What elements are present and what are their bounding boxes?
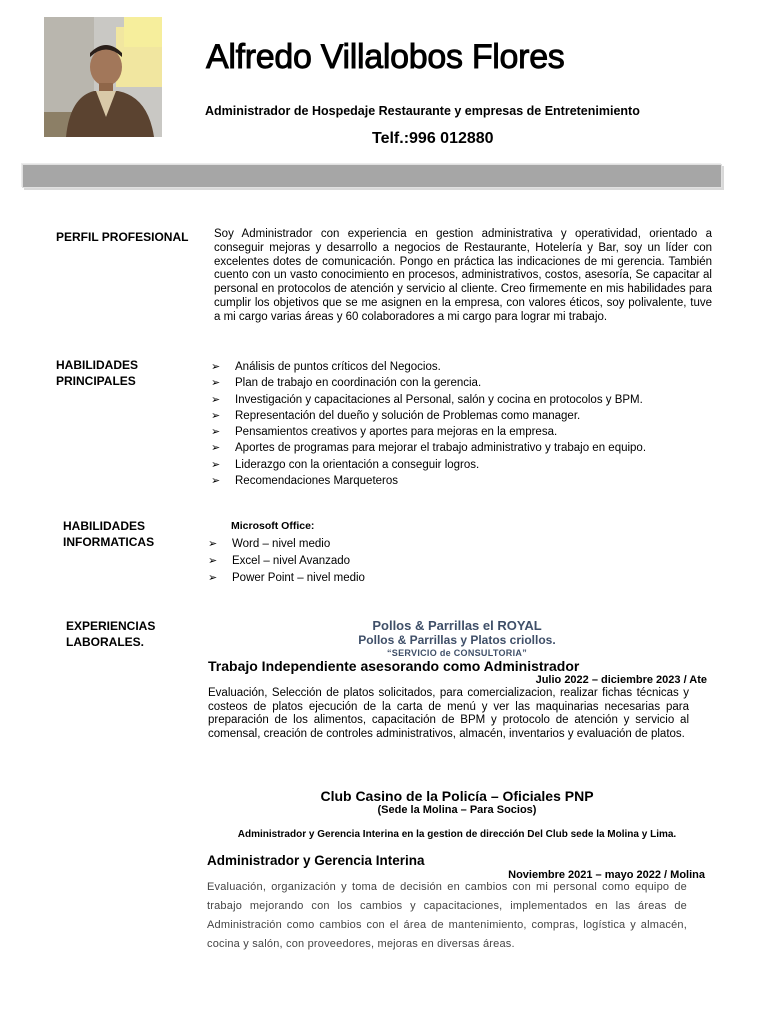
perfil-text: Soy Administrador con experiencia en gestion administrativa y operatividad, orientado a conseguir mejoras y desarrollo a negocios de Restaurante, Hotelería y Bar, soy un líder con excelentes dotes de comunicación. Pongo en práctica las indicaciones de mi gerencia. También cuento con un vasto conocimiento en procesos, administrativos, costos, asesoría, Se capacitar al personal en protocolos de atención y servicio al cliente. Creo firmemente en mis habilidades para cumplir los objetivos que se me asignen en la empresa, con valores éticos, soy polivalente, tuve a mi cargo varias áreas y 60 colaboradores a mi cargo para lograr mi trabajo. bbox=[214, 228, 712, 323]
arrow-bullet-icon: ➢ bbox=[211, 475, 221, 488]
arrow-bullet-icon: ➢ bbox=[211, 409, 221, 422]
job2-company-sub: (Sede la Molina – Para Socios) bbox=[377, 804, 537, 816]
list-item: ➢ Liderazgo con la orientación a conseguir logros. bbox=[211, 457, 711, 473]
job1-description: Evaluación, Selección de platos solicitados, para comercializacion, realizar fichas técnicas y costeos de platos ejecución de la carta de menú y ver las maquinarias necesarias para preparación de los alimentos, capacitación de BPM y protocolo de atención y servicio al comensal, creación de controles administrativos, almacén, inventarios y evaluación de platos. bbox=[208, 687, 689, 740]
job1-service: “SERVICIO de CONSULTORIA” bbox=[386, 648, 528, 658]
arrow-bullet-icon: ➢ bbox=[208, 538, 218, 550]
candidate-phone: Telf.:996 012880 bbox=[372, 130, 494, 147]
job2-description: Evaluación, organización y toma de decisión en cambios con mi personal como equipo de trabajo mejorando con los cambios y capacitaciones, implementados en las áreas de Administración como cambios con el área de mantenimiento, compras, logística y almacén, cocina y salón, con proveedores, mejoras en diversas áreas. bbox=[207, 881, 687, 950]
header-divider-bar bbox=[22, 164, 722, 188]
arrow-bullet-icon: ➢ bbox=[211, 458, 221, 471]
list-item: ➢ Plan de trabajo en coordinación con la gerencia. bbox=[211, 375, 711, 391]
arrow-bullet-icon: ➢ bbox=[211, 361, 221, 373]
arrow-bullet-icon: ➢ bbox=[211, 442, 221, 455]
list-item: ➢ Aportes de programas para mejorar el trabajo administrativo y trabajo en equipo. bbox=[211, 440, 711, 456]
job2-summary: Administrador y Gerencia Interina en la gestion de dirección Del Club sede la Molina y Lima. bbox=[237, 829, 677, 840]
list-item: ➢ Excel – nivel Avanzado bbox=[208, 553, 508, 570]
list-item: ➢ Representación del dueño y solución de Problemas como manager. bbox=[211, 408, 711, 424]
section-label-informaticas: HABILIDADES INFORMATICAS bbox=[63, 519, 155, 549]
candidate-subtitle: Administrador de Hospedaje Restaurante y empresas de Entretenimiento bbox=[205, 104, 640, 118]
list-item: ➢ Recomendaciones Marqueteros bbox=[211, 473, 711, 489]
candidate-name: Alfredo Villalobos Flores bbox=[206, 38, 565, 76]
section-label-perfil: PERFIL PROFESIONAL bbox=[56, 230, 189, 244]
section-label-experiencias: EXPERIENCIAS LABORALES. bbox=[66, 619, 156, 649]
job1-company: Pollos & Parrillas el ROYAL bbox=[372, 618, 542, 633]
job2-date: Noviembre 2021 – mayo 2022 / Molina bbox=[508, 869, 705, 881]
job1-company-sub: Pollos & Parrillas y Platos criollos. bbox=[358, 633, 556, 647]
list-item: ➢ Investigación y capacitaciones al Personal, salón y cocina en protocolos y BPM. bbox=[211, 392, 711, 408]
arrow-bullet-icon: ➢ bbox=[208, 555, 218, 567]
informaticas-list bbox=[208, 536, 508, 587]
microsoft-office-heading: Microsoft Office: bbox=[231, 520, 315, 532]
arrow-bullet-icon: ➢ bbox=[208, 572, 218, 584]
job1-date: Julio 2022 – diciembre 2023 / Ate bbox=[535, 674, 707, 686]
arrow-bullet-icon: ➢ bbox=[211, 393, 221, 406]
job2-company: Club Casino de la Policía – Oficiales PNP bbox=[320, 788, 594, 804]
person-photo-icon bbox=[44, 17, 162, 137]
arrow-bullet-icon: ➢ bbox=[211, 426, 221, 439]
profile-photo bbox=[44, 17, 162, 137]
list-item: ➢ Word – nivel medio bbox=[208, 536, 508, 553]
job1-title: Trabajo Independiente asesorando como Administrador bbox=[208, 658, 580, 674]
arrow-bullet-icon: ➢ bbox=[211, 377, 221, 390]
job2-title: Administrador y Gerencia Interina bbox=[207, 853, 425, 868]
list-item: ➢ Power Point – nivel medio bbox=[208, 570, 508, 587]
list-item: ➢ Análisis de puntos críticos del Negocios. bbox=[211, 359, 711, 375]
list-item: ➢ Pensamientos creativos y aportes para mejoras en la empresa. bbox=[211, 424, 711, 440]
habilidades-list bbox=[211, 359, 711, 489]
section-label-habilidades: HABILIDADES PRINCIPALES bbox=[56, 358, 139, 388]
